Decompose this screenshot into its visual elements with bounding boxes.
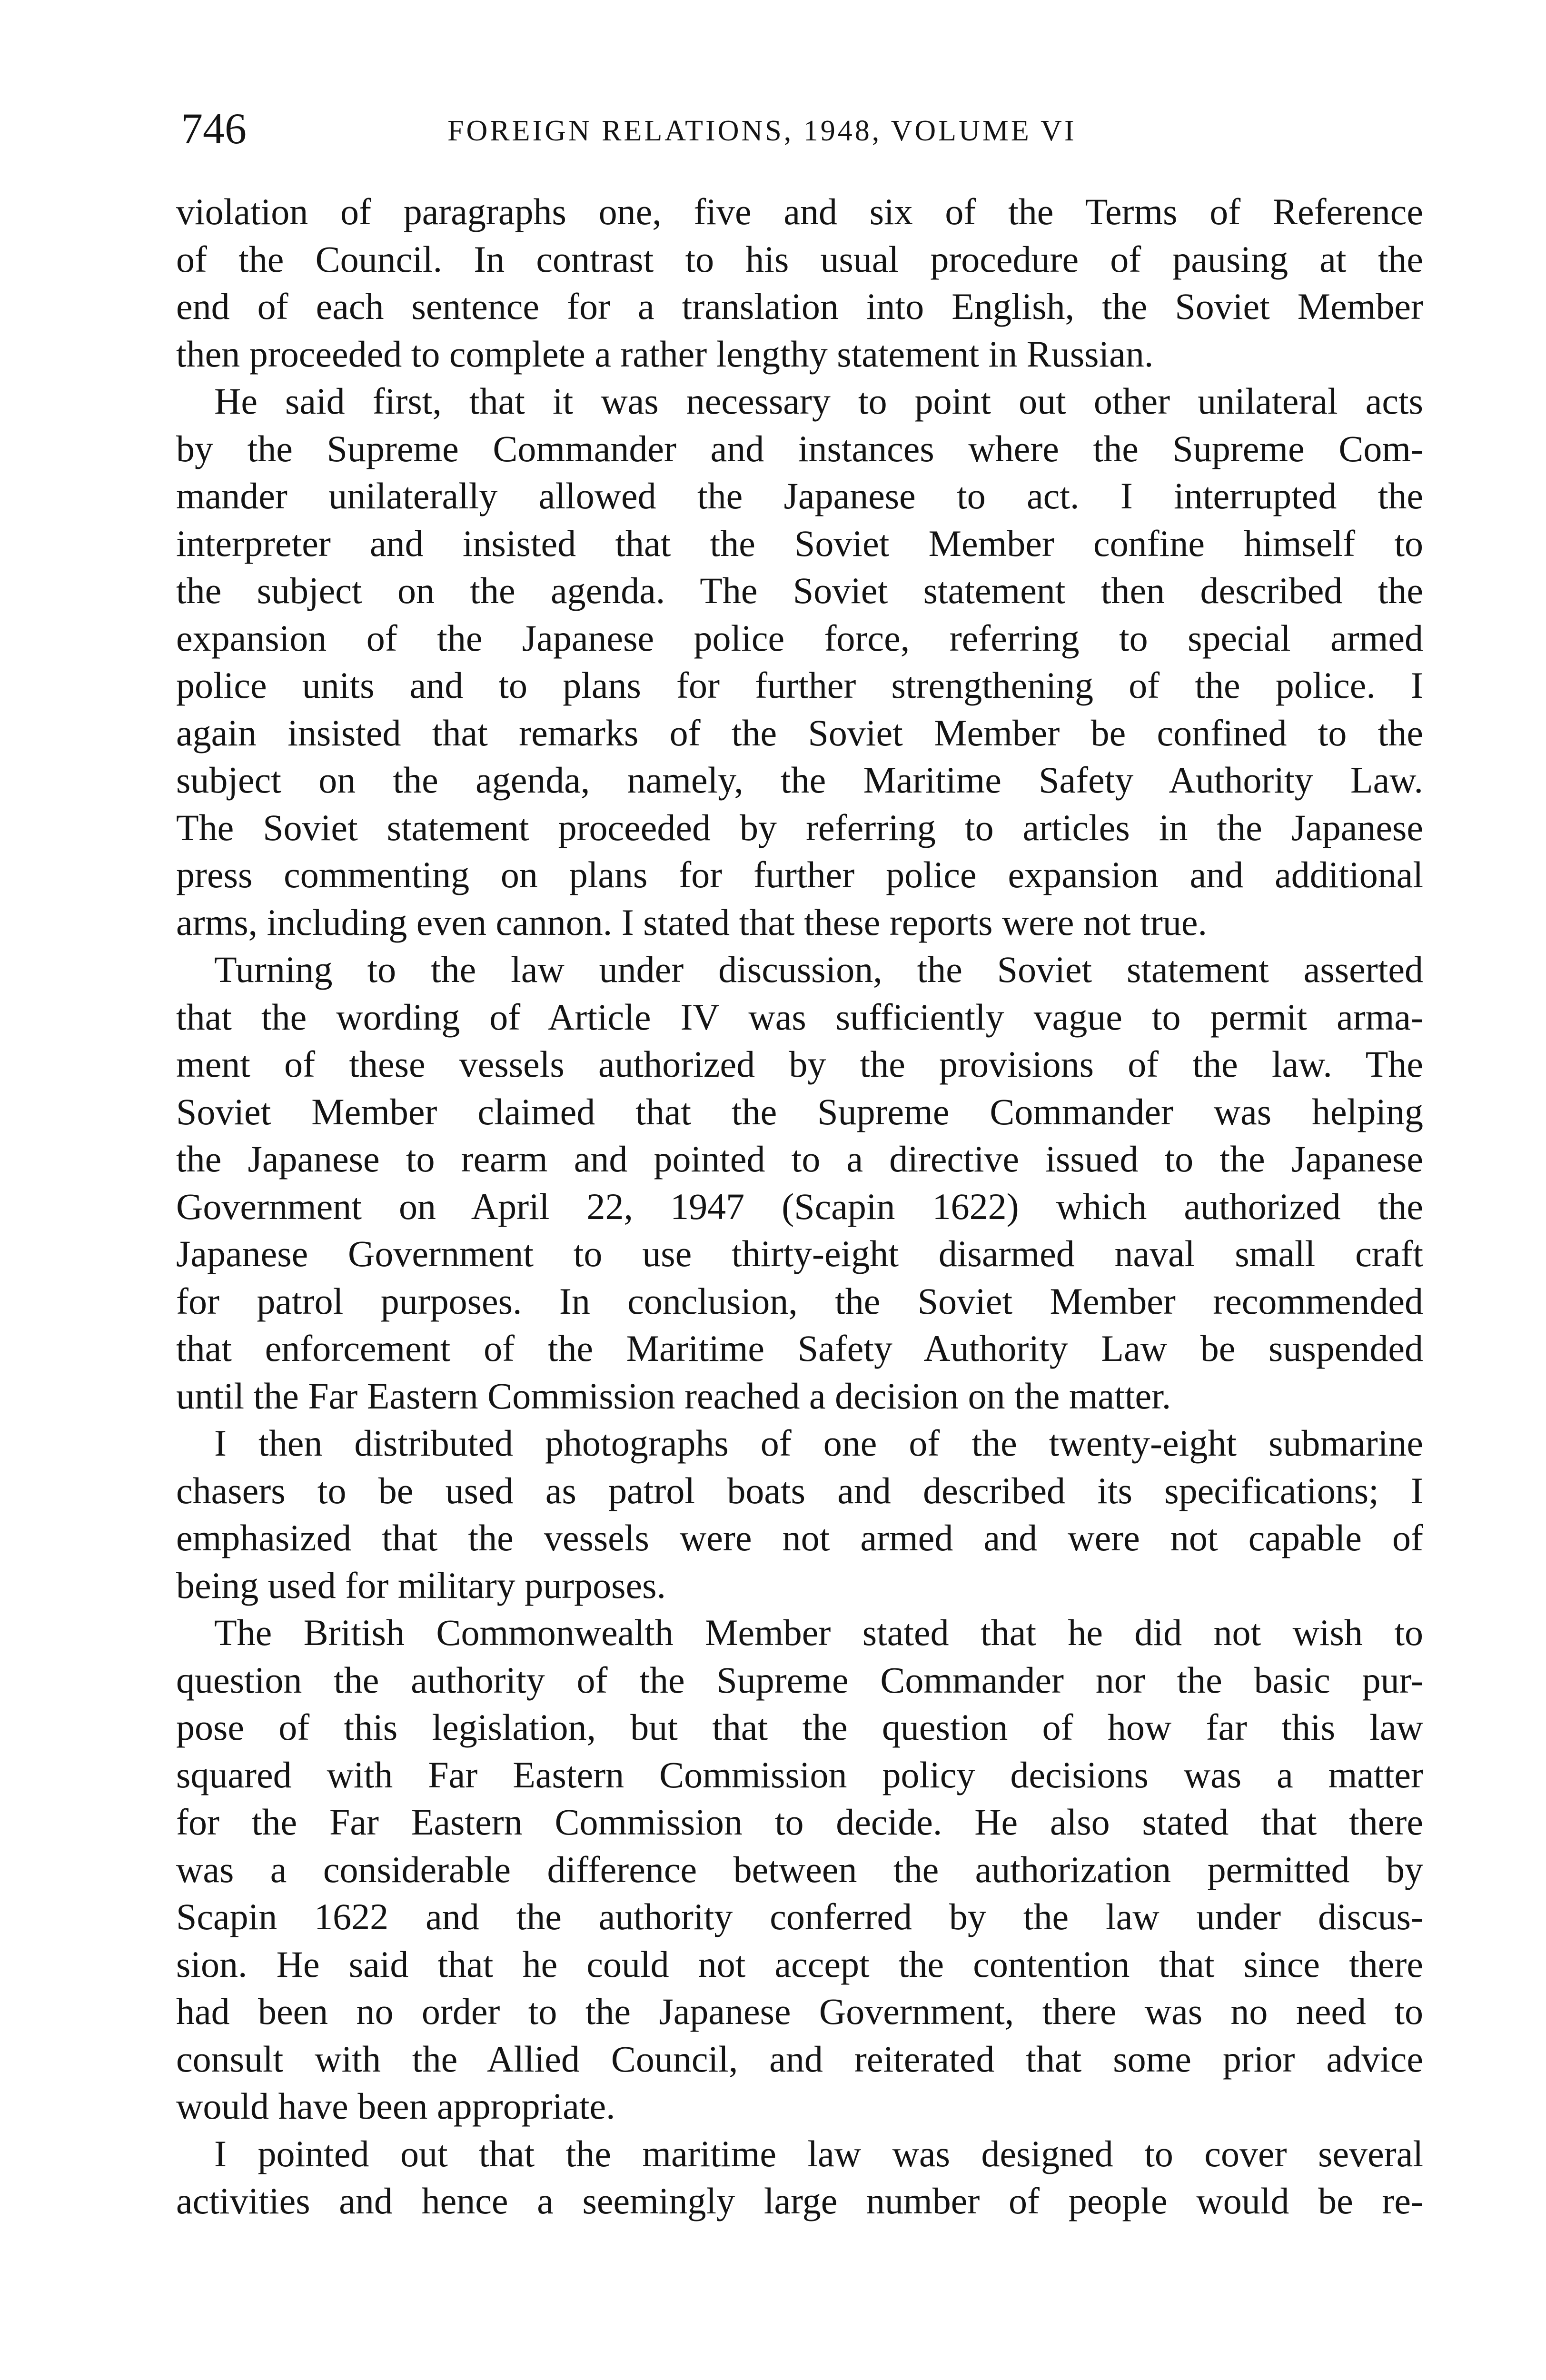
text-line: Japanese Government to use thirty-eight disarmed naval small craft [176,1233,1423,1274]
text-line: sion. He said that he could not accept the contention that since there [176,1943,1423,1985]
text-line: mander unilaterally allowed the Japanese to act. I interrupted the [176,475,1423,516]
text-line: until the Far Eastern Commission reached a decision on the matter. [176,1375,1171,1417]
text-line: subject on the agenda, namely, the Maritime Safety Authority Law. [176,759,1423,801]
page-number: 746 [181,104,247,153]
text-line: the Japanese to rearm and pointed to a directive issued to the Japanese [176,1138,1423,1180]
text-line: of the Council. In contrast to his usual procedure of pausing at the [176,238,1423,280]
paragraph-3 [176,946,1423,1419]
text-line: I then distributed photographs of one of the twenty-eight submarine [214,1422,1423,1464]
text-line: again insisted that remarks of the Soviet Member be confined to the [176,712,1423,754]
text-line: had been no order to the Japanese Government, there was no need to [176,1991,1423,2032]
text-line: being used for military purposes. [176,1564,666,1606]
paragraph-6 [176,2130,1423,2225]
text-line: He said first, that it was necessary to point out other unilateral acts [214,380,1423,422]
text-line: was a considerable difference between the authorization permitted by [176,1848,1423,1890]
text-line: by the Supreme Commander and instances where the Supreme Com- [176,427,1423,469]
text-line: Scapin 1622 and the authority conferred by the law under discus- [176,1896,1423,1937]
text-line: then proceeded to complete a rather lengthy statement in Russian. [176,333,1154,375]
text-line: Government on April 22, 1947 (Scapin 1622) which authorized the [176,1185,1423,1227]
text-line: pose of this legislation, but that the question of how far this law [176,1706,1423,1748]
paragraph-2 [176,377,1423,946]
text-line: question the authority of the Supreme Commander nor the basic pur- [176,1659,1423,1701]
text-line: arms, including even cannon. I stated that these reports were not true. [176,901,1207,943]
text-line: I pointed out that the maritime law was designed to cover several [214,2132,1423,2174]
text-line: ment of these vessels authorized by the provisions of the law. The [176,1043,1423,1085]
text-line: the subject on the agenda. The Soviet statement then described the [176,570,1423,611]
text-line: emphasized that the vessels were not armed and were not capable of [176,1517,1423,1558]
text-line: chasers to be used as patrol boats and described its specifications; I [176,1469,1423,1511]
text-line: The British Commonwealth Member stated that he did not wish to [214,1612,1423,1653]
paragraph-1 [176,188,1423,377]
running-title: FOREIGN RELATIONS, 1948, VOLUME VI [447,115,1077,147]
text-line: end of each sentence for a translation into English, the Soviet Member [176,286,1423,327]
text-line: Soviet Member claimed that the Supreme Commander was helping [176,1091,1423,1132]
text-line: police units and to plans for further strengthening of the police. I [176,664,1423,706]
text-line: press commenting on plans for further police expansion and additional [176,854,1423,895]
text-line: consult with the Allied Council, and reiterated that some prior advice [176,2038,1423,2080]
text-line: The Soviet statement proceeded by referring to articles in the Japanese [176,806,1423,848]
text-line: activities and hence a seemingly large number of people would be re- [176,2180,1423,2221]
text-line: interpreter and insisted that the Soviet Member confine himself to [176,522,1423,564]
text-line: expansion of the Japanese police force, referring to special armed [176,617,1423,659]
text-line: violation of paragraphs one, five and six of the Terms of Reference [176,191,1423,232]
text-line: that the wording of Article IV was sufficiently vague to permit arma- [176,996,1423,1038]
text-line: for patrol purposes. In conclusion, the Soviet Member recommended [176,1280,1423,1322]
text-line: would have been appropriate. [176,2085,615,2127]
text-line: Turning to the law under discussion, the Soviet statement asserted [214,949,1423,990]
text-line: squared with Far Eastern Commission policy decisions was a matter [176,1754,1423,1795]
paragraph-4 [176,1419,1423,1609]
paragraph-5 [176,1609,1423,2130]
running-header [181,102,1423,155]
text-line: for the Far Eastern Commission to decide. He also stated that there [176,1801,1423,1843]
body-text [176,188,1423,2225]
text-line: that enforcement of the Maritime Safety Authority Law be suspended [176,1328,1423,1369]
